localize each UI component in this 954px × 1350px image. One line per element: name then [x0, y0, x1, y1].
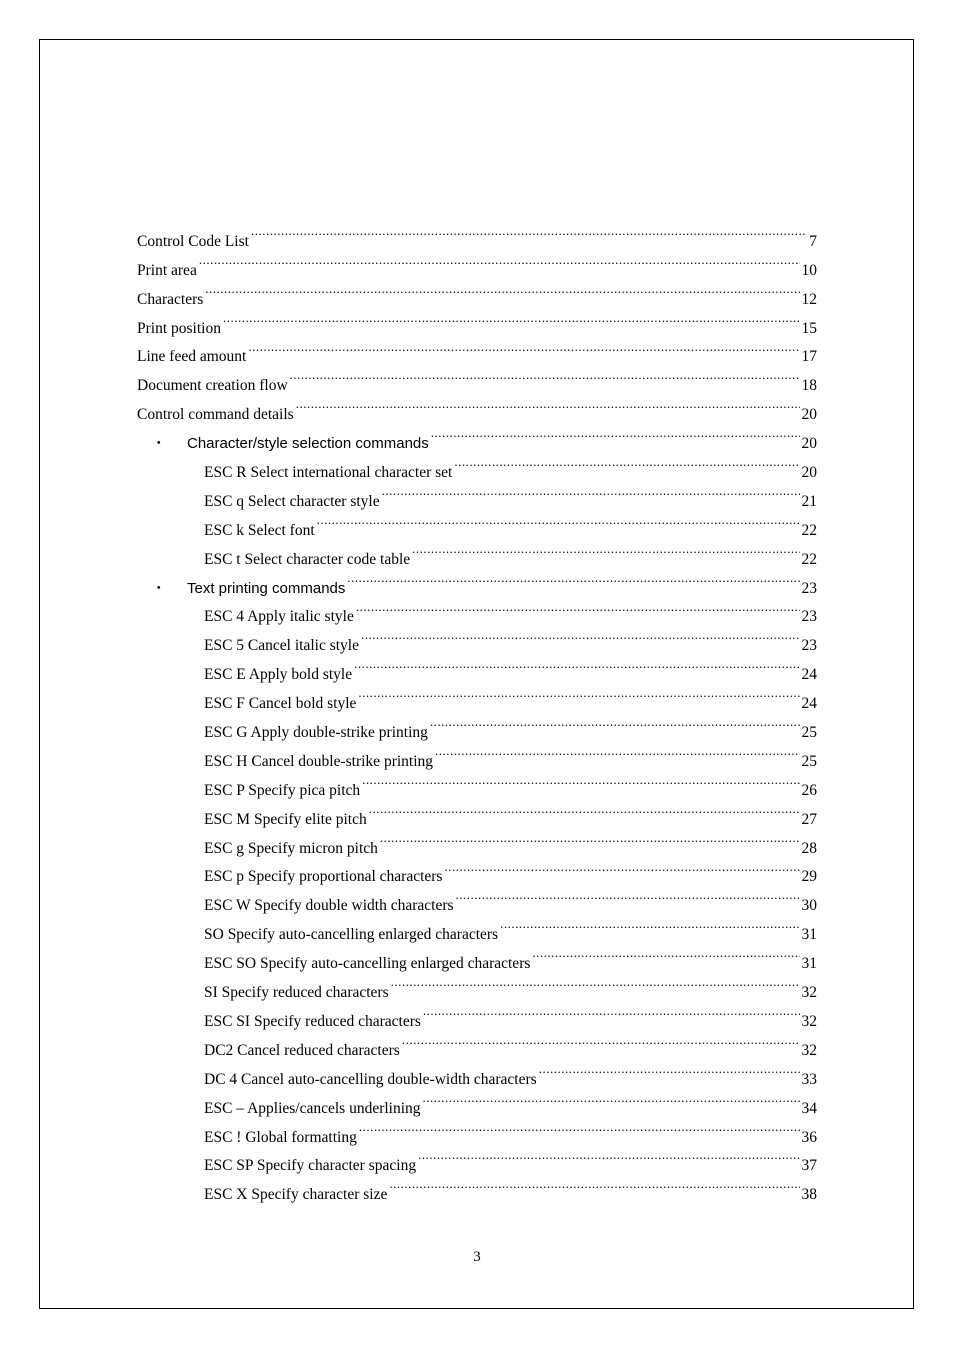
toc-dot-leader	[389, 1170, 799, 1199]
toc-entry-title: ESC G Apply double-strike printing	[204, 724, 428, 742]
toc-entry[interactable]	[137, 275, 817, 308]
toc-entry-title: ESC q Select character style	[204, 492, 380, 510]
toc-entry-title: ESC R Select international character set	[204, 464, 453, 482]
toc-dot-leader	[402, 1026, 800, 1055]
toc-dot-leader	[347, 564, 799, 593]
toc-dot-leader	[317, 506, 800, 535]
toc-bullet: ・	[151, 579, 167, 597]
toc-dot-leader	[539, 1055, 800, 1084]
toc-entry-title: Characters	[137, 290, 204, 308]
toc-entry[interactable]	[137, 217, 817, 250]
toc-entry-page: 23	[801, 637, 817, 655]
toc-entry-page: 24	[801, 666, 817, 684]
toc-entry-title: ESC g Specify micron pitch	[204, 839, 378, 857]
toc-entry-page: 12	[801, 290, 817, 308]
toc-dot-leader	[290, 361, 800, 390]
toc-entry-title: ESC k Select font	[204, 521, 315, 539]
toc-entry-page: 33	[801, 1070, 817, 1088]
toc-dot-leader	[391, 968, 800, 997]
toc-entry[interactable]	[137, 304, 817, 337]
toc-entry-page: 24	[801, 695, 817, 713]
toc-entry-title: ESC SO Specify auto-cancelling enlarged characters	[204, 955, 531, 973]
toc-entry-page: 10	[801, 261, 817, 279]
toc-entry-title: Control command details	[137, 406, 294, 424]
toc-dot-leader	[435, 737, 799, 766]
toc-entry-title: ESC t Select character code table	[204, 550, 411, 568]
toc-entry-title: ESC M Specify elite pitch	[204, 810, 367, 828]
toc-dot-leader	[354, 650, 799, 679]
toc-entry-page: 32	[801, 1012, 817, 1030]
toc-dot-leader	[223, 304, 800, 333]
toc-entry-page: 20	[801, 464, 817, 482]
toc-entry-title: ESC SI Specify reduced characters	[204, 1012, 421, 1030]
toc-dot-leader	[444, 853, 799, 882]
toc-entry-page: 27	[801, 810, 817, 828]
toc-entry-page: 32	[801, 984, 817, 1002]
toc-entry-page: 20	[801, 406, 817, 424]
toc-entry-page: 17	[801, 348, 817, 366]
toc-dot-leader	[500, 910, 799, 939]
toc-entry-title: ESC E Apply bold style	[204, 666, 353, 684]
toc-entry-title: DC 4 Cancel auto-cancelling double-width characters	[204, 1070, 537, 1088]
toc-entry[interactable]	[137, 246, 817, 279]
toc-dot-leader	[418, 1142, 799, 1171]
toc-entry-title: ESC 5 Cancel italic style	[204, 637, 359, 655]
toc-entry-title: Line feed amount	[137, 348, 247, 366]
toc-dot-leader	[358, 679, 799, 708]
toc-entry-page: 22	[801, 521, 817, 539]
toc-entry-title: ESC X Specify character size	[204, 1186, 388, 1204]
toc-entry-page: 36	[801, 1128, 817, 1146]
toc-entry-page: 28	[801, 839, 817, 857]
toc-entry-title: Character/style selection commands	[187, 435, 429, 453]
toc-dot-leader	[431, 419, 800, 448]
toc-entry-title: ESC P Specify pica pitch	[204, 781, 361, 799]
toc-entry-page: 21	[801, 492, 817, 510]
toc-dot-leader	[423, 1084, 800, 1113]
toc-entry-page: 18	[801, 377, 817, 395]
toc-entry-page: 20	[801, 435, 817, 453]
toc-dot-leader	[456, 881, 800, 910]
toc-dot-leader	[356, 593, 800, 622]
toc-entry-page: 7	[809, 232, 817, 250]
toc-entry-title: Control Code List	[137, 232, 249, 250]
toc-entry-page: 31	[801, 926, 817, 944]
toc-dot-leader	[412, 535, 799, 564]
toc-dot-leader	[248, 333, 799, 362]
toc-entry-title: Print area	[137, 261, 197, 279]
toc-dot-leader	[382, 477, 800, 506]
toc-dot-leader	[359, 1113, 800, 1142]
toc-entry-page: 23	[801, 608, 817, 626]
toc-dot-leader	[380, 824, 800, 853]
toc-dot-leader	[430, 708, 800, 737]
toc-entry-page: 30	[801, 897, 817, 915]
toc-entry-title: ESC H Cancel double-strike printing	[204, 752, 434, 770]
toc-dot-leader	[369, 795, 800, 824]
toc-entry-page: 34	[801, 1099, 817, 1117]
toc-entry-page: 26	[801, 781, 817, 799]
toc-entry-title: ESC SP Specify character spacing	[204, 1157, 417, 1175]
toc-dot-leader	[532, 939, 799, 968]
toc-entry-title: ESC W Specify double width characters	[204, 897, 454, 915]
toc-entry-title: ESC F Cancel bold style	[204, 695, 357, 713]
toc-entry-page: 37	[801, 1157, 817, 1175]
toc-entry-title: ESC p Specify proportional characters	[204, 868, 443, 886]
toc-entry-page: 25	[801, 752, 817, 770]
toc-entry-title: ESC – Applies/cancels underlining	[204, 1099, 421, 1117]
toc-entry-page: 38	[801, 1186, 817, 1204]
toc-entry-page: 32	[801, 1041, 817, 1059]
toc-entry-title: SO Specify auto-cancelling enlarged characters	[204, 926, 499, 944]
toc-entry-title: SI Specify reduced characters	[204, 984, 389, 1002]
toc-entry-page: 25	[801, 724, 817, 742]
toc-bullet: ・	[151, 435, 167, 453]
page-number: 3	[473, 1249, 481, 1265]
toc-entry-title: Print position	[137, 319, 221, 337]
toc-dot-leader	[251, 217, 807, 246]
toc-dot-leader	[454, 448, 799, 477]
toc-entry-title: DC2 Cancel reduced characters	[204, 1041, 400, 1059]
toc-entry[interactable]	[137, 333, 817, 366]
toc-dot-leader	[362, 766, 799, 795]
toc-entry-title: ESC 4 Apply italic style	[204, 608, 354, 626]
toc-dot-leader	[361, 621, 800, 650]
toc-dot-leader	[199, 246, 800, 275]
toc-dot-leader	[296, 390, 800, 419]
toc-entry-page: 23	[801, 579, 817, 597]
toc-entry-page: 29	[801, 868, 817, 886]
toc-entry-page: 22	[801, 550, 817, 568]
toc-entry-title: Document creation flow	[137, 377, 288, 395]
toc-entry-title: ESC ! Global formatting	[204, 1128, 357, 1146]
toc-entry-page: 15	[801, 319, 817, 337]
toc-dot-leader	[205, 275, 799, 304]
table-of-contents	[137, 217, 817, 1204]
toc-entry-page: 31	[801, 955, 817, 973]
toc-dot-leader	[423, 997, 800, 1026]
toc-entry-title: Text printing commands	[187, 579, 346, 597]
